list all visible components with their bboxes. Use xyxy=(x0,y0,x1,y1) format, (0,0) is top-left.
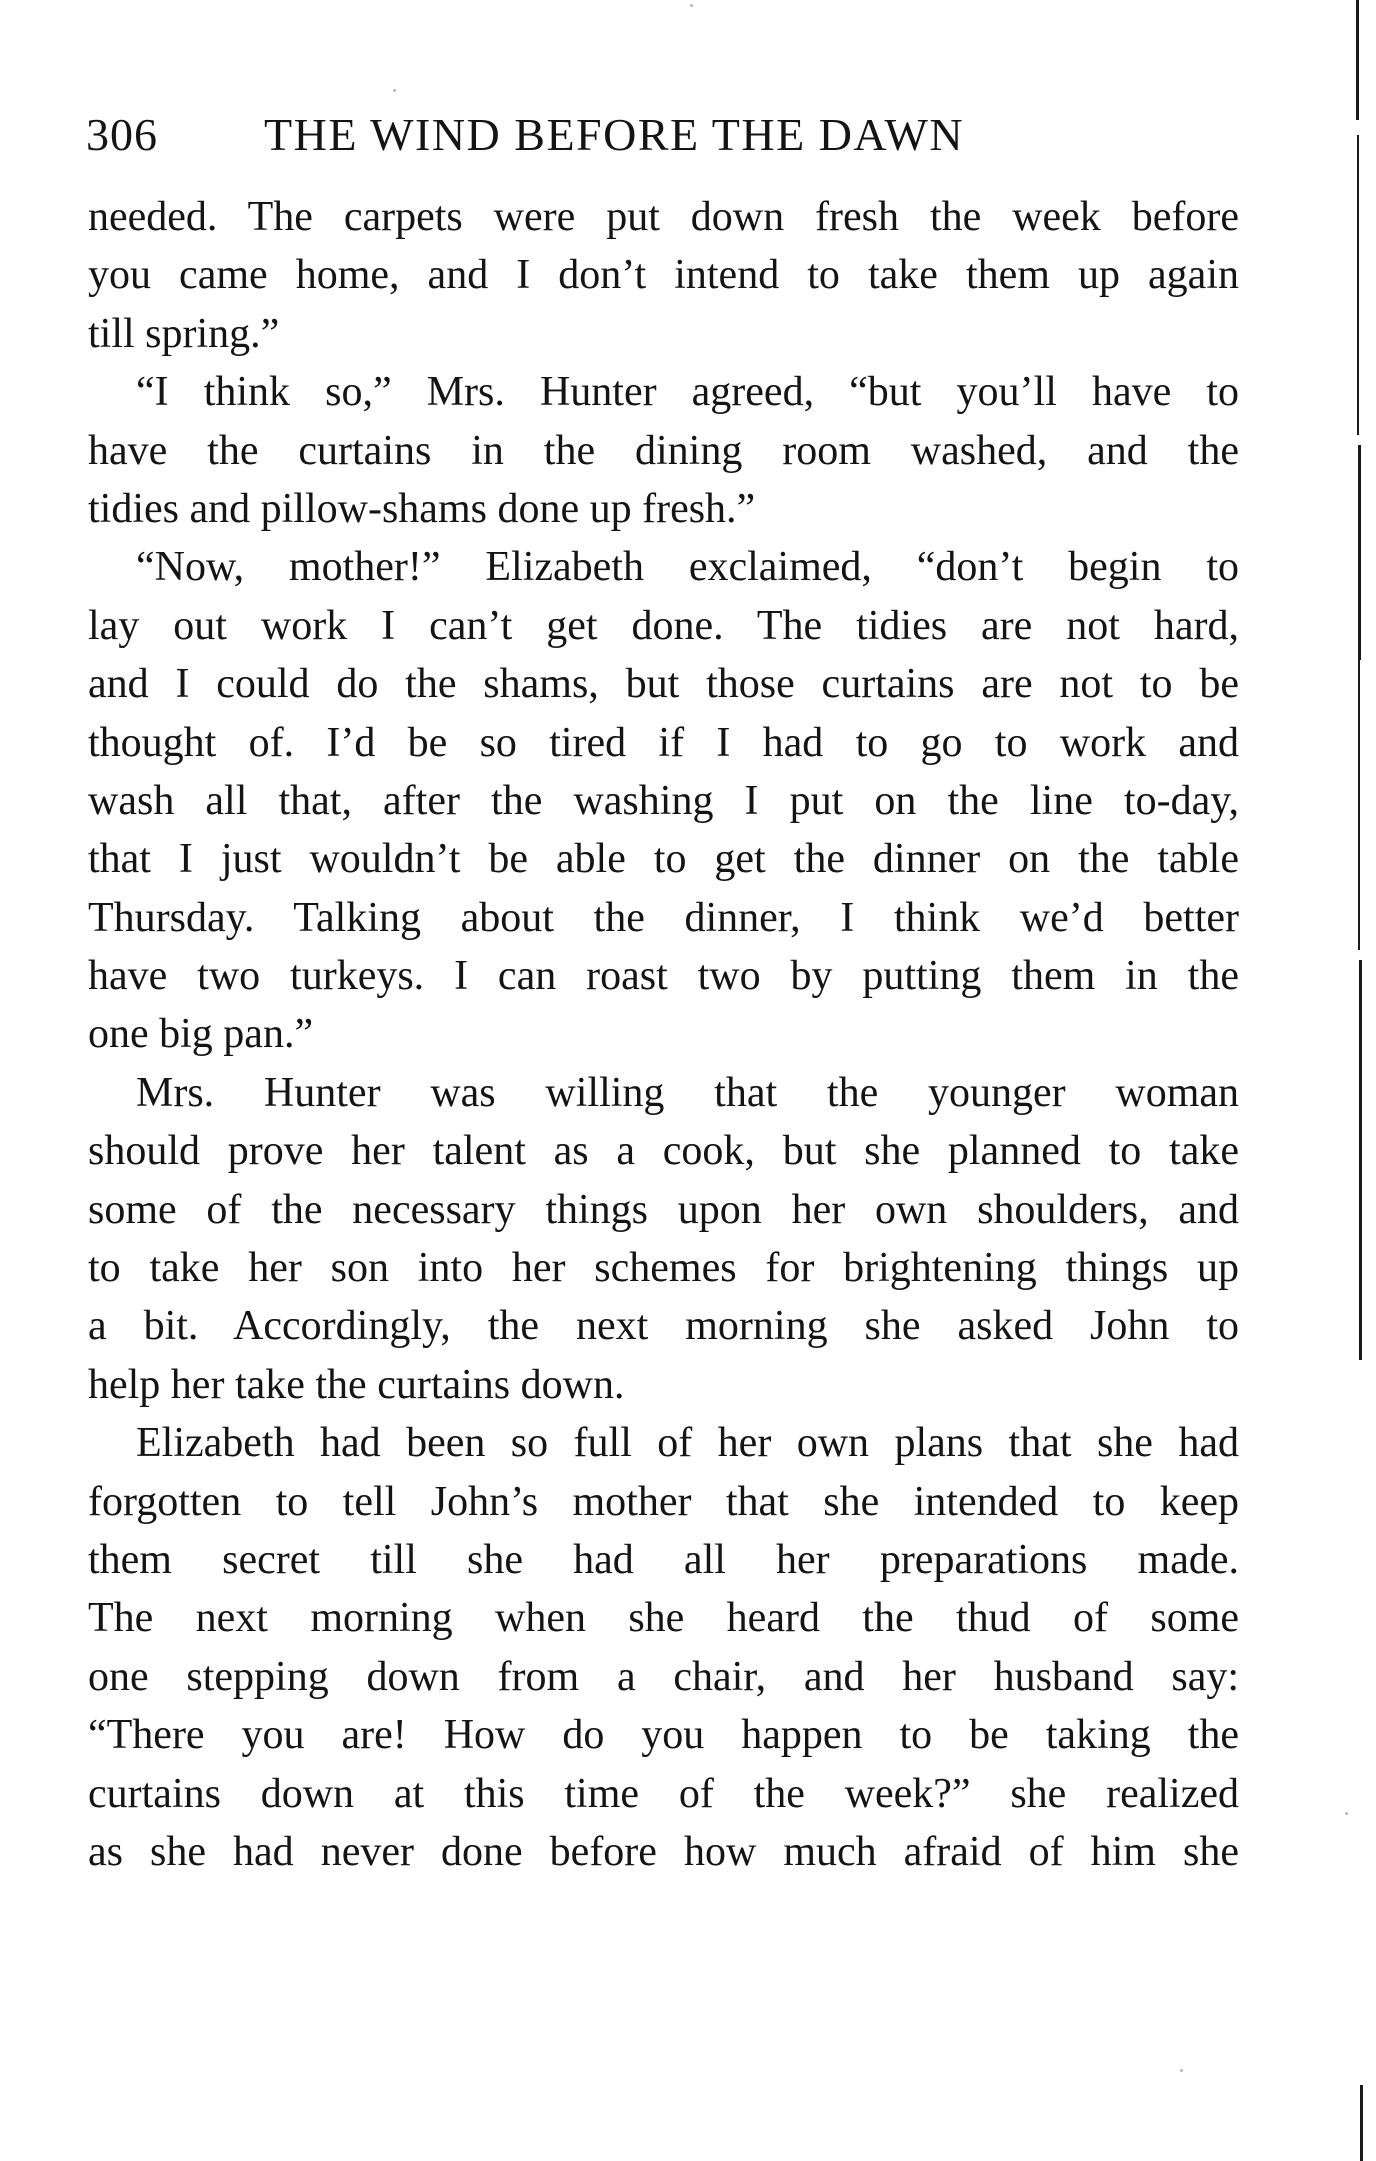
text-line: “Now, mother!” Elizabeth exclaimed, “don’t begin to xyxy=(136,544,1239,591)
running-title: THE WIND BEFORE THE DAWN xyxy=(264,109,965,160)
text-line: wash all that, after the washing I put on the line to-day, xyxy=(88,777,1239,824)
text-line: have two turkeys. I can roast two by putting them in the xyxy=(88,953,1239,1000)
text-line: “There you are! How do you happen to be taking the xyxy=(88,1712,1239,1759)
scan-speck xyxy=(1180,2069,1183,2072)
scan-edge-mark xyxy=(1359,960,1362,1360)
text-line: needed. The carpets were put down fresh the week before xyxy=(88,194,1239,240)
text-line: one big pan.” xyxy=(88,1011,314,1058)
scan-edge-mark xyxy=(1358,445,1361,660)
scan-speck xyxy=(393,89,396,92)
text-line: thought of. I’d be so tired if I had to go to work and xyxy=(88,719,1239,766)
text-line: have the curtains in the dining room washed, and the xyxy=(88,427,1239,474)
scan-speck xyxy=(1345,1812,1348,1815)
scan-speck xyxy=(690,4,693,7)
scan-edge-mark xyxy=(1360,2085,1363,2161)
text-line: one stepping down from a chair, and her husband say: xyxy=(88,1653,1239,1700)
text-line: a bit. Accordingly, the next morning she asked John to xyxy=(88,1303,1239,1350)
text-line: lay out work I can’t get done. The tidies are not hard, xyxy=(88,602,1239,649)
scan-edge-mark xyxy=(1357,135,1359,435)
text-line: to take her son into her schemes for brightening things up xyxy=(88,1245,1239,1292)
text-line: you came home, and I don’t intend to take them up again xyxy=(88,252,1239,299)
text-line: forgotten to tell John’s mother that she intended to keep xyxy=(88,1478,1239,1525)
text-line: Thursday. Talking about the dinner, I think we’d better xyxy=(88,894,1239,941)
text-line: that I just wouldn’t be able to get the dinner on the table xyxy=(88,836,1239,883)
text-line: should prove her talent as a cook, but she planned to take xyxy=(88,1128,1239,1175)
text-line: “I think so,” Mrs. Hunter agreed, “but you’ll have to xyxy=(136,369,1239,416)
text-line: them secret till she had all her preparations made. xyxy=(88,1536,1239,1583)
scan-edge-mark xyxy=(1356,0,1359,120)
running-header xyxy=(86,105,1246,165)
scan-edge-mark xyxy=(1358,660,1360,950)
text-line: some of the necessary things upon her own shoulders, and xyxy=(88,1186,1239,1233)
text-line: tidies and pillow-shams done up fresh.” xyxy=(88,485,756,532)
text-line: help her take the curtains down. xyxy=(88,1361,625,1408)
text-line: Mrs. Hunter was willing that the younger woman xyxy=(136,1069,1239,1116)
text-line: Elizabeth had been so full of her own plans that she had xyxy=(136,1420,1239,1467)
page-number: 306 xyxy=(86,109,158,160)
body-text xyxy=(88,188,1239,1881)
text-line: as she had never done before how much afraid of him she xyxy=(88,1828,1239,1875)
text-line: till spring.” xyxy=(88,310,280,357)
text-line: The next morning when she heard the thud of some xyxy=(88,1595,1239,1642)
text-line: and I could do the shams, but those curtains are not to be xyxy=(88,661,1239,708)
text-line: curtains down at this time of the week?” she realized xyxy=(88,1770,1239,1817)
